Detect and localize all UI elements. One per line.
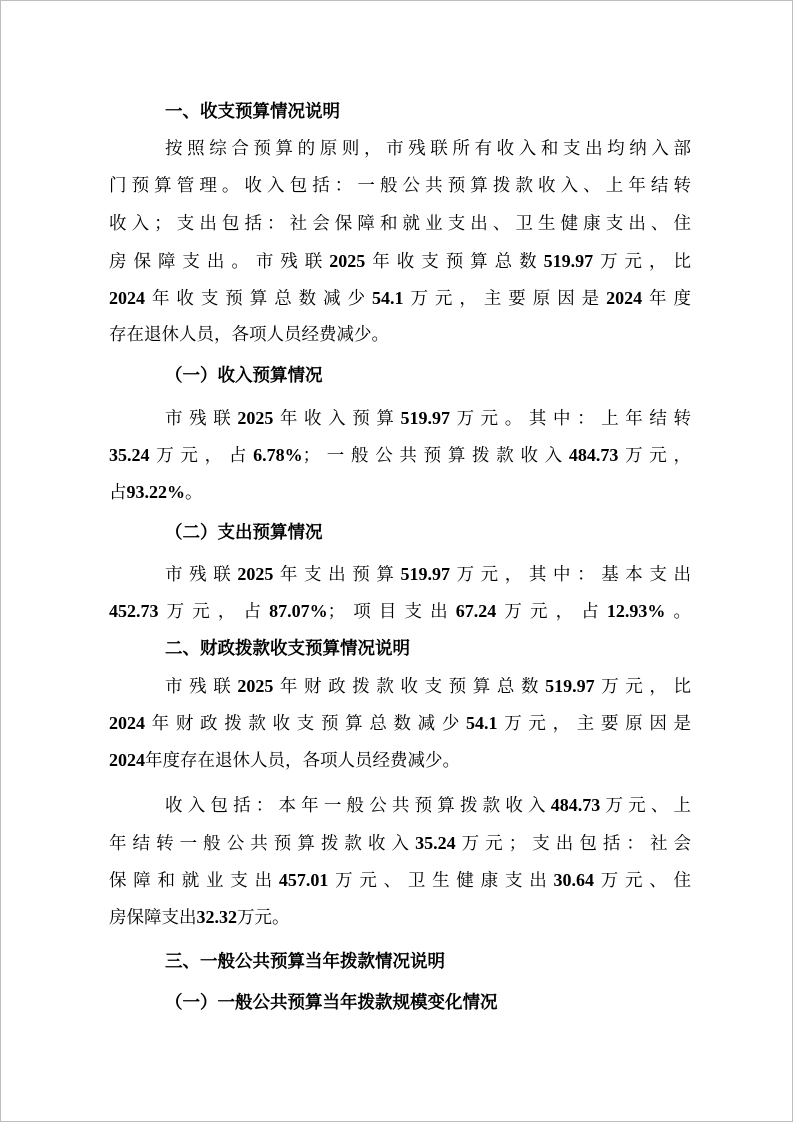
section-heading-budget-overview: 一、收支预算情况说明 [165,102,340,122]
amount-value: 484.73 [568,444,619,465]
amount-value: 35.24 [415,832,456,853]
text-run: 万元，其中：基本支出 [449,565,691,586]
text-run: 万元，主要原因是 [403,288,607,309]
text-run: 房保障支出 [109,907,197,928]
amount-value: 32.32 [196,906,237,927]
year-value: 2025 [237,564,274,585]
year-value: 2025 [237,407,274,428]
year-value: 2024 [109,287,145,308]
paragraph-fiscal-total [109,668,691,780]
text-line [109,400,691,437]
year-value: 2025 [237,675,274,696]
amount-value: 35.24 [109,444,150,465]
text-run: 年度存在退休人员，各项人员经费减少。 [145,751,460,772]
text-run: 万元。其中：上年结转 [449,408,691,429]
text-line [109,899,691,936]
text-line: 门预算管理。收入包括：一般公共预算拨款收入、上年结转 [109,176,691,197]
paragraph-expenditure-budget [109,556,691,630]
text-line [109,825,691,862]
text-run: 万元；支出包括：社会 [455,833,691,854]
year-value: 2024 [109,750,145,771]
section-heading-general-public-budget: 三、一般公共预算当年拨款情况说明 [165,952,445,973]
text-line: 存在退休人员，各项人员经费减少。 [109,325,389,346]
amount-value: 30.64 [553,869,594,890]
text-run: 万元，比 [594,676,691,697]
text-line [109,787,691,824]
amount-value: 54.1 [372,287,404,308]
amount-value: 519.97 [400,407,450,428]
amount-value: 452.73 [109,601,159,622]
text-run: 万元、上 [600,796,691,817]
text-line [109,593,691,630]
text-run: ；一般公共预算拨款收入 [302,445,569,466]
paragraph-budget-principle [109,131,691,354]
text-run: 年结转一般公共预算拨款收入 [109,833,416,854]
text-line [109,742,691,779]
text-line [109,862,691,899]
text-run: 万元，主要原因是 [497,714,691,734]
text-run: 市残联 [165,565,238,586]
text-line [109,668,691,705]
subheading-income-budget: （一）收入预算情况 [165,366,323,387]
text-line [109,705,691,742]
amount-value: 519.97 [545,675,595,696]
year-value: 2024 [109,713,145,733]
text-run: 市残联 [165,676,238,697]
text-run: 万元，占 [158,602,270,623]
text-run: 万元、卫生健康支出 [328,870,554,891]
text-line: 收入；支出包括：社会保障和就业支出、卫生健康支出、住 [109,213,691,234]
text-run: ；项目支出 [327,602,456,623]
section-heading-fiscal-appropriation: 二、财政拨款收支预算情况说明 [165,638,410,659]
text-run: 年收入预算 [273,408,401,429]
text-run: 年收支预算总数减少 [145,288,373,309]
text-run: 市残联 [165,408,238,429]
subheading-expenditure-budget: （二）支出预算情况 [165,523,323,544]
percent-value: 12.93% [606,601,666,622]
text-line [109,437,691,474]
text-run: 万元，比 [593,251,691,272]
percent-value: 87.07% [269,601,328,622]
paragraph-income-budget [109,400,691,512]
text-run: 年度 [642,288,691,309]
text-run: 万元，占 [149,445,254,466]
text-line [109,243,691,280]
text-run: 年财政拨款收支预算总数减少 [145,714,467,734]
text-run: 年收支预算总数 [365,251,544,272]
text-run: 年支出预算 [273,565,401,586]
text-line [109,280,691,317]
amount-value: 519.97 [400,564,450,585]
amount-value: 54.1 [466,713,498,733]
text-run: 万元， [618,445,691,466]
text-run: 房保障支出。市残联 [109,251,330,272]
text-line [109,474,691,511]
paragraph-fiscal-breakdown [109,787,691,936]
year-value: 2025 [329,250,366,271]
text-run: 年财政拨款收支预算总数 [273,676,546,697]
text-run: 万元，占 [496,602,607,623]
subheading-appropriation-scale-change: （一）一般公共预算当年拨款规模变化情况 [165,993,498,1014]
text-run: 。 [185,482,203,503]
amount-value: 67.24 [455,601,497,622]
percent-value: 6.78% [253,444,303,465]
percent-value: 93.22% [126,481,185,502]
text-run: 万元。 [237,907,290,928]
text-run: 收入包括：本年一般公共预算拨款收入 [165,796,551,817]
text-run: 保障和就业支出 [109,870,279,891]
text-line: 按照综合预算的原则，市残联所有收入和支出均纳入部 [165,139,691,160]
document-body [109,94,691,1023]
year-value: 2024 [606,287,643,308]
amount-value: 484.73 [550,795,601,816]
text-run: 占 [109,482,127,503]
text-line [109,556,691,593]
amount-value: 519.97 [543,250,594,271]
amount-value: 457.01 [278,869,329,890]
text-run: 万元、住 [593,870,691,891]
text-run: 。 [665,602,691,623]
